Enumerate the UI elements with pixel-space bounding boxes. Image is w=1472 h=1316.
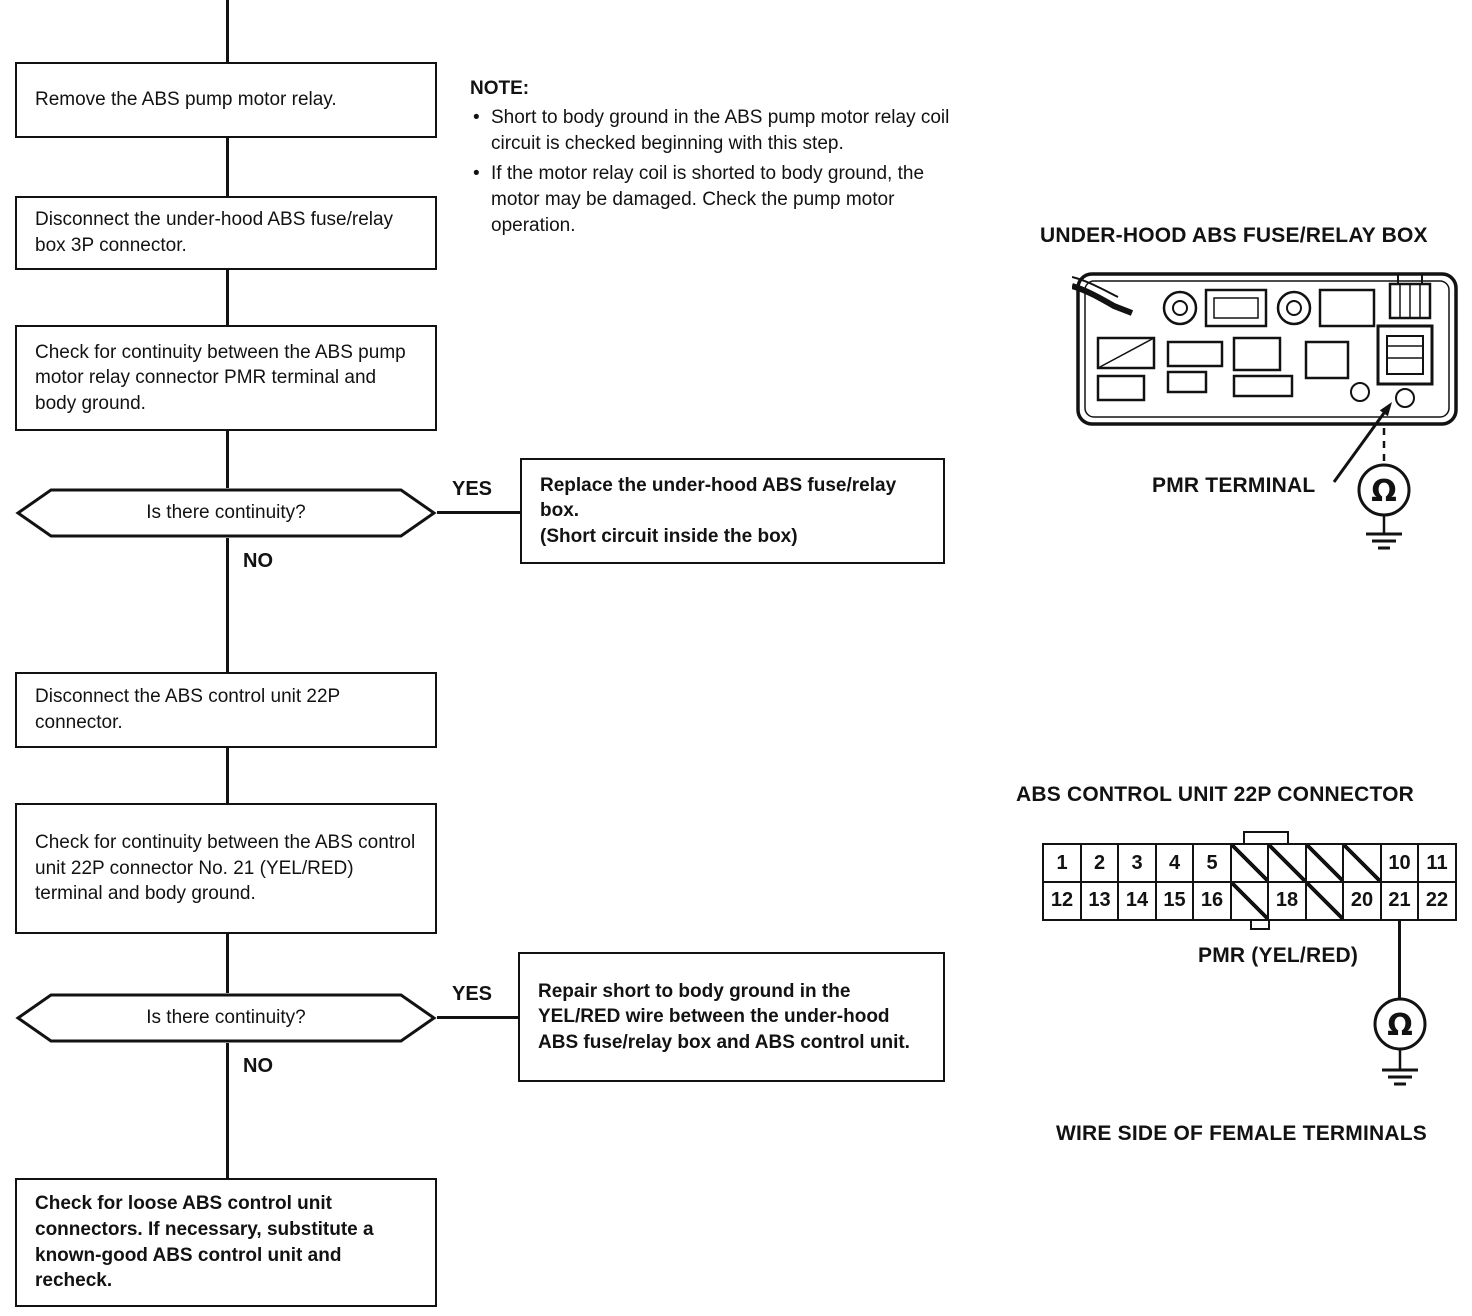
ohmmeter-drawing (1356, 996, 1444, 1116)
flow-line-top (226, 0, 229, 62)
decision-text: Is there continuity? (146, 502, 306, 523)
result-box-replace-fusebox (520, 458, 945, 564)
connector-pin-grid (1042, 843, 1457, 921)
yes-connector-2 (437, 1016, 518, 1019)
pin-cell: 3 (1117, 843, 1157, 883)
note-block (470, 76, 962, 242)
flow-box-text: Check for loose ABS control unit connectors. If necessary, substitute a known-good ABS control unit and recheck. (35, 1193, 374, 1292)
result-box-text-line1: Replace the under-hood ABS fuse/relay box. (540, 474, 897, 522)
flow-box-check-continuity-21 (15, 803, 437, 934)
note-title: NOTE: (470, 78, 530, 99)
pin-cell-blocked (1305, 843, 1345, 883)
ohmmeter-2 (1356, 996, 1444, 1116)
fusebox-title: UNDER-HOOD ABS FUSE/RELAY BOX (1040, 224, 1428, 247)
pmr-wire-label: PMR (YEL/RED) (1198, 944, 1359, 967)
flow-box-text: Remove the ABS pump motor relay. (35, 89, 337, 111)
flow-box-remove-relay (15, 62, 437, 138)
result-box-repair-short (518, 952, 945, 1082)
pin-cell: 22 (1417, 881, 1457, 921)
terminal-21-lead (1398, 918, 1401, 998)
ohm-symbol: Ω (1387, 1008, 1413, 1043)
decision-text: Is there continuity? (146, 1007, 306, 1028)
pin-cell: 1 (1042, 843, 1082, 883)
yes-label-1: YES (452, 478, 493, 500)
pin-cell-blocked (1267, 843, 1307, 883)
note-bullet: • Short to body ground in the ABS pump motor relay coil circuit is checked beginning with this step. (470, 105, 962, 157)
pin-cell: 20 (1342, 881, 1382, 921)
flow-line-1 (226, 137, 229, 196)
wire-side-caption: WIRE SIDE OF FEMALE TERMINALS (1056, 1122, 1427, 1145)
note-bullet: • If the motor relay coil is shorted to body ground, the motor may be damaged. Check the pump motor operation. (470, 161, 962, 240)
pin-cell-blocked (1305, 881, 1345, 921)
flow-line-5 (226, 747, 229, 803)
flow-line-7 (226, 1043, 229, 1178)
flow-line-6 (226, 934, 229, 993)
flow-box-final-check (15, 1178, 437, 1307)
flow-line-4 (226, 538, 229, 672)
flow-box-check-continuity-pmr (15, 325, 437, 431)
no-label-2: NO (243, 1055, 273, 1077)
pin-cell-blocked (1230, 843, 1270, 883)
flow-box-disconnect-3p (15, 196, 437, 270)
pin-cell: 4 (1155, 843, 1195, 883)
pmr-terminal-label: PMR TERMINAL (1152, 474, 1316, 497)
ohmmeter-1 (1340, 428, 1428, 578)
flow-line-3 (226, 431, 229, 488)
pin-cell-blocked (1342, 843, 1382, 883)
pin-cell-21: 21 (1380, 881, 1420, 921)
yes-label-2: YES (452, 983, 493, 1005)
pin-cell: 14 (1117, 881, 1157, 921)
connector-row-top (1042, 843, 1457, 883)
decision-continuity-2 (15, 992, 437, 1044)
ohmmeter-drawing (1340, 428, 1428, 578)
flow-box-disconnect-22p (15, 672, 437, 748)
pin-cell: 15 (1155, 881, 1195, 921)
decision-continuity-1 (15, 487, 437, 539)
flow-box-text: Disconnect the ABS control unit 22P connector. (35, 686, 340, 733)
flow-line-2 (226, 270, 229, 325)
pin-cell-blocked (1230, 881, 1270, 921)
flow-box-text: Check for continuity between the ABS pump motor relay connector PMR terminal and body ground. (35, 341, 406, 414)
pin-cell: 11 (1417, 843, 1457, 883)
result-box-text: Repair short to body ground in the YEL/RED wire between the under-hood ABS fuse/relay box and ABS control unit. (538, 980, 910, 1053)
connector-row-bottom (1042, 881, 1457, 921)
connector-title: ABS CONTROL UNIT 22P CONNECTOR (1016, 783, 1415, 806)
result-box-text-line2: (Short circuit inside the box) (540, 525, 798, 547)
flow-box-text: Check for continuity between the ABS control unit 22P connector No. 21 (YEL/RED) terminal and body ground. (35, 832, 416, 905)
pin-cell: 2 (1080, 843, 1120, 883)
flow-box-text: Disconnect the under-hood ABS fuse/relay box 3P connector. (35, 209, 394, 256)
pin-cell: 16 (1192, 881, 1232, 921)
no-label-1: NO (243, 550, 273, 572)
ohm-symbol: Ω (1371, 474, 1397, 509)
pin-cell: 13 (1080, 881, 1120, 921)
pin-cell: 10 (1380, 843, 1420, 883)
pin-cell: 5 (1192, 843, 1232, 883)
pin-cell: 18 (1267, 881, 1307, 921)
pin-cell: 12 (1042, 881, 1082, 921)
yes-connector-1 (437, 511, 520, 514)
